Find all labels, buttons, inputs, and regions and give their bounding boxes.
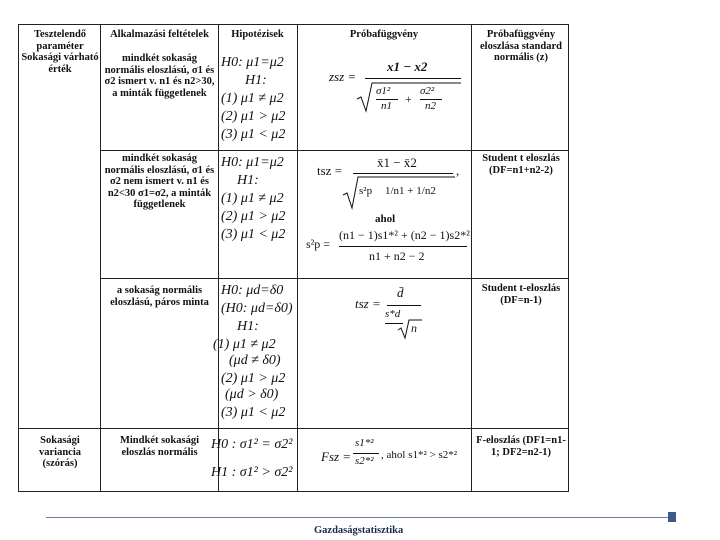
header-hypotheses: Hipotézisek	[231, 29, 284, 40]
row1-den-b: n1	[381, 100, 392, 112]
row3-alt2-d: (μd > δ0)	[225, 387, 279, 402]
hypothesis-test-table	[18, 24, 569, 492]
row4-distribution: F-eloszlás (DF1=n1-1; DF2=n2-1)	[476, 435, 566, 458]
row2-sp-fraction-bar	[339, 246, 467, 247]
row2-den-b: 1/n1 + 1/n2	[385, 185, 436, 197]
row1-plus: +	[405, 92, 412, 106]
column-divider	[100, 25, 101, 491]
row3-sqrt-sign	[397, 318, 423, 340]
row1-h1: H1:	[245, 73, 267, 88]
row2-comma: ,	[456, 163, 460, 178]
column-divider	[218, 25, 219, 491]
row2-h0: H0: μ1=μ2	[221, 155, 284, 170]
row3-fraction-bar	[387, 305, 421, 306]
row4-conditions: Mindkét sokasági eloszlás normális	[119, 435, 200, 458]
row2-sp-denominator: n1 + n2 − 2	[369, 249, 425, 263]
row4-stat-label: Fsz =	[321, 449, 352, 464]
row1-stat-label: zsz =	[329, 69, 357, 84]
row1-alt2: (2) μ1 > μ2	[221, 109, 286, 124]
row2-sp-numerator: (n1 − 1)s1*² + (n2 − 1)s2*²	[339, 228, 470, 242]
row2-den-a: s²p	[359, 185, 373, 197]
footer-title: Gazdaságstatisztika	[314, 525, 404, 536]
row2-h1: H1:	[237, 173, 259, 188]
header-test-statistic: Próbafüggvény	[349, 29, 419, 40]
header-distribution: Próbafüggvény eloszlása standard normális (z)	[480, 29, 562, 63]
row4-parameter: Sokasági variancia (szórás)	[39, 435, 81, 469]
row4-denominator: s2*²	[355, 455, 374, 467]
row3-h0-alt: (H0: μd=δ0)	[221, 301, 293, 316]
row3-alt1: (1) μ1 ≠ μ2	[213, 337, 276, 352]
row2-alt1: (1) μ1 ≠ μ2	[221, 191, 284, 206]
column-divider	[471, 25, 472, 491]
footer-rule	[46, 517, 676, 518]
row1-den-a: σ1²	[376, 85, 391, 97]
row-divider	[100, 150, 568, 151]
row3-h1: H1:	[237, 319, 259, 334]
row1-den-d: n2	[425, 100, 436, 112]
row3-den-b: n	[411, 321, 417, 335]
row1-alt1: (1) μ1 ≠ μ2	[221, 91, 284, 106]
row2-alt2: (2) μ1 > μ2	[221, 209, 286, 224]
header-conditions: Alkalmazási feltételek	[110, 29, 209, 40]
row1-h0: H0: μ1=μ2	[221, 55, 284, 70]
row1-den-c: σ2²	[420, 85, 435, 97]
row-divider	[100, 278, 568, 279]
row2-stat-label: tsz =	[317, 163, 343, 178]
row2-conditions: mindkét sokaság normális eloszlású, σ1 és σ2 nem ismert v. n1 és n2<30 σ1=σ2, a minták függetlenek	[104, 153, 215, 210]
row3-conditions: a sokaság normális eloszlású, páros minta	[110, 285, 209, 308]
row3-alt1-d: (μd ≠ δ0)	[229, 353, 281, 368]
row3-alt3: (3) μ1 < μ2	[221, 405, 286, 420]
row2-ahol: ahol	[375, 213, 396, 225]
row4-h0: H0 : σ1² = σ2²	[211, 437, 293, 452]
row2-sp-label: s²p =	[306, 237, 331, 251]
row1-alt3: (3) μ1 < μ2	[221, 127, 286, 142]
row3-numerator: d̄	[397, 285, 404, 300]
row1-fraction-bar	[365, 78, 461, 79]
row4-numerator: s1*²	[355, 437, 374, 449]
row4-note: , ahol s1*² > s2*²	[381, 449, 458, 461]
row1-numerator: x1 − x2	[387, 59, 428, 74]
row2-distribution: Student t eloszlás (DF=n1+n2-2)	[482, 153, 560, 176]
row3-distribution: Student t-eloszlás (DF=n-1)	[481, 283, 561, 306]
row4-h1: H1 : σ1² > σ2²	[211, 465, 293, 480]
row3-h0: H0: μd=δ0	[221, 283, 284, 298]
row3-stat-label: tsz =	[355, 296, 381, 311]
row-divider	[19, 428, 568, 429]
footer-accent	[668, 512, 676, 522]
row2-alt3: (3) μ1 < μ2	[221, 227, 286, 242]
header-parameter: Tesztelendő paraméter Sokasági várható érték	[21, 29, 99, 75]
column-divider	[297, 25, 298, 491]
row4-fraction-bar	[353, 453, 379, 454]
row3-alt2: (2) μ1 > μ2	[221, 371, 286, 386]
row2-numerator: x̄1 − x̄2	[377, 155, 417, 170]
row1-conditions: mindkét sokaság normális eloszlású, σ1 és σ2 ismert v. n1 és n2>30, a minták függetlenek	[104, 53, 215, 99]
row3-den-a: s*d	[385, 308, 401, 320]
row2-fraction-bar	[353, 173, 453, 174]
